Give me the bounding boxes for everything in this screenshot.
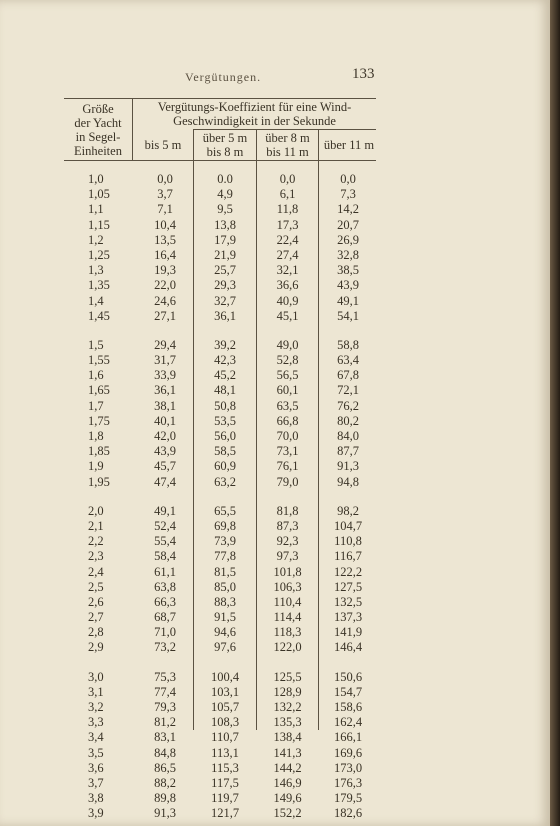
coefficient-cell: 182,6	[333, 806, 363, 821]
coefficient-cell: 65,5	[214, 503, 236, 518]
coefficient-cell: 88,2	[154, 775, 176, 790]
size-header-line-1: Größe	[82, 102, 114, 116]
coefficient-cell: 52,4	[154, 518, 176, 533]
size-cell: 3,2	[88, 700, 104, 714]
coefficient-cell: 122,2	[333, 564, 363, 579]
coefficient-cell: 32,8	[337, 247, 359, 262]
coefficient-cell: 106,3	[273, 579, 302, 594]
size-cell: 1,0	[88, 172, 104, 186]
coefficient-cell: 73,1	[276, 444, 299, 459]
size-cell: 1,65	[88, 383, 110, 398]
group-gap	[257, 656, 318, 670]
coefficient-cell: 135,3	[273, 715, 302, 730]
coefficient-cell: 76,2	[337, 398, 359, 413]
coefficient-cell: 117,5	[211, 775, 239, 790]
size-cell: 1,45	[88, 308, 110, 323]
coefficient-cell: 141,3	[273, 745, 302, 760]
coefficient-cell: 60,1	[276, 383, 299, 398]
coeff-column-5-8m	[194, 172, 256, 822]
coefficient-cell: 113,1	[211, 745, 239, 760]
coefficient-cell: 97,6	[214, 640, 236, 655]
size-header-line-4: Einheiten	[74, 144, 122, 158]
size-cell: 3,7	[88, 775, 104, 790]
size-cell: 1,9	[88, 459, 104, 474]
coeff-column-8-11m	[257, 172, 318, 822]
size-cell: 3,3	[88, 715, 104, 730]
group-gap	[319, 490, 377, 504]
coefficient-cell: 149,6	[273, 791, 302, 806]
group-gap	[319, 656, 377, 670]
coefficient-cell: 173,0	[333, 760, 363, 775]
coefficient-cell: 32,7	[214, 293, 236, 308]
coefficient-cell: 83,1	[154, 730, 176, 745]
coefficient-cell: 38,5	[337, 263, 359, 278]
coefficient-cell: 40,9	[276, 293, 299, 308]
coefficient-cell: 119,7	[211, 791, 239, 806]
coefficient-cell: 115,3	[211, 760, 239, 775]
col-header-5-8m: über 5 m bis 8 m	[202, 131, 248, 159]
coefficient-cell: 6,1	[279, 187, 296, 202]
coefficient-cell: 116,7	[334, 549, 362, 564]
coefficient-cell: 0,0	[279, 172, 296, 186]
coefficient-cell: 17,3	[276, 217, 299, 232]
coefficient-cell: 54,1	[337, 308, 359, 323]
coefficient-cell: 110,8	[334, 534, 362, 549]
coefficient-cell: 94,8	[337, 474, 359, 489]
coefficient-cell: 76,1	[276, 459, 299, 474]
coefficient-cell: 20,7	[337, 217, 359, 232]
size-cell: 3,6	[88, 760, 104, 775]
size-cell: 2,2	[88, 534, 104, 549]
size-header	[64, 102, 132, 158]
coefficient-cell: 13,5	[154, 232, 176, 247]
size-cell: 1,7	[88, 398, 104, 413]
coefficient-cell: 38,1	[154, 398, 176, 413]
coefficient-cell: 103,1	[210, 684, 240, 699]
coefficient-cell: 55,4	[154, 534, 176, 549]
coefficient-cell: 66,8	[276, 413, 299, 428]
coefficient-cell: 40,1	[154, 413, 176, 428]
coefficient-cell: 128,9	[273, 684, 302, 699]
coefficient-cell: 19,3	[154, 263, 176, 278]
coefficient-cell: 88,3	[214, 594, 236, 609]
coefficient-cell: 69,8	[214, 518, 236, 533]
coefficient-cell: 25,7	[214, 263, 236, 278]
coefficient-cell: 49,1	[337, 293, 359, 308]
coefficient-cell: 98,2	[337, 503, 359, 518]
coefficient-cell: 81,5	[214, 564, 236, 579]
coefficient-cell: 22,0	[154, 278, 176, 293]
coefficient-cell: 32,1	[276, 263, 299, 278]
group-gap	[257, 490, 318, 504]
coefficient-cell: 125,5	[273, 669, 302, 684]
coefficient-cell: 13,8	[214, 217, 236, 232]
size-cell: 2,1	[88, 518, 104, 533]
coefficient-cell: 0,0	[157, 172, 173, 186]
coefficient-cell: 26,9	[337, 232, 359, 247]
coefficient-cell: 146,4	[333, 640, 363, 655]
coefficient-cell: 36,1	[154, 383, 176, 398]
coefficient-cell: 24,6	[154, 293, 176, 308]
coefficient-cell: 53,5	[214, 413, 236, 428]
coeff-header	[133, 100, 376, 128]
coefficient-cell: 150,6	[333, 669, 363, 684]
size-cell: 3,5	[88, 745, 104, 760]
coefficient-cell: 56,0	[214, 429, 236, 443]
coefficient-cell: 49,0	[276, 337, 299, 352]
coefficient-cell: 73,2	[154, 640, 176, 655]
coefficient-cell: 14,2	[337, 202, 359, 217]
size-cell: 1,3	[88, 263, 104, 278]
size-column	[88, 172, 132, 822]
coefficient-cell: 84,0	[337, 429, 359, 443]
size-cell: 1,95	[88, 474, 110, 489]
size-cell: 1,75	[88, 413, 110, 428]
coefficient-cell: 154,7	[333, 684, 363, 699]
coefficient-cell: 77,8	[214, 549, 236, 564]
group-gap	[88, 490, 132, 504]
running-head: Vergütungen.	[185, 70, 262, 84]
coefficient-cell: 77,4	[154, 684, 176, 699]
coefficient-cell: 91,5	[214, 610, 236, 625]
col-header-8-11m: über 8 m bis 11 m	[265, 131, 310, 159]
coefficient-cell: 127,5	[333, 579, 363, 594]
size-header-line-2: der Yacht	[74, 116, 122, 130]
coefficient-cell: 56,5	[276, 368, 299, 383]
coefficient-cell: 179,5	[333, 791, 363, 806]
coefficient-cell: 45,1	[276, 308, 299, 323]
coefficient-cell: 43,9	[337, 278, 359, 293]
coefficient-cell: 22,4	[276, 232, 299, 247]
book-spine-edge	[550, 0, 560, 826]
coefficient-cell: 104,7	[333, 518, 363, 533]
group-gap	[135, 490, 195, 504]
size-cell: 1,8	[88, 429, 104, 443]
coefficient-cell: 48,1	[214, 383, 236, 398]
coefficient-cell: 80,2	[337, 413, 359, 428]
coefficient-cell: 94,6	[214, 625, 236, 640]
coefficient-cell: 105,7	[210, 700, 240, 714]
coefficient-cell: 58,4	[154, 549, 176, 564]
coefficient-cell: 169,6	[333, 745, 363, 760]
coefficient-cell: 100,4	[210, 669, 240, 684]
size-cell: 2,7	[88, 610, 104, 625]
coefficient-cell: 87,7	[337, 444, 359, 459]
coefficient-cell: 108,3	[210, 715, 240, 730]
coefficient-cell: 58,5	[214, 444, 236, 459]
coefficient-cell: 17,9	[214, 232, 236, 247]
coefficient-cell: 122,0	[273, 640, 302, 655]
size-cell: 2,3	[88, 549, 104, 564]
table-header-bottom-rule	[64, 160, 376, 161]
size-cell: 1,5	[88, 337, 104, 352]
coefficient-cell: 91,3	[337, 459, 359, 474]
coefficient-cell: 97,3	[276, 549, 299, 564]
coefficient-cell: 47,4	[154, 474, 176, 489]
coefficient-cell: 66,3	[154, 594, 176, 609]
coefficient-cell: 79,0	[276, 474, 299, 489]
size-cell: 3,0	[88, 669, 104, 684]
table-top-rule	[64, 98, 376, 99]
group-gap	[135, 656, 195, 670]
coefficient-cell: 50,8	[214, 398, 236, 413]
coefficient-cell: 63,5	[276, 398, 299, 413]
coefficient-cell: 27,1	[154, 308, 176, 323]
coefficient-cell: 42,3	[214, 353, 236, 368]
coefficient-cell: 86,5	[154, 760, 176, 775]
coefficient-cell: 9,5	[217, 202, 233, 217]
coefficient-cell: 10,4	[154, 217, 176, 232]
size-cell: 3,8	[88, 791, 104, 806]
size-cell: 1,85	[88, 444, 110, 459]
coefficient-cell: 87,3	[276, 518, 299, 533]
coefficient-cell: 110,4	[273, 594, 302, 609]
coefficient-cell: 52,8	[276, 353, 299, 368]
size-cell: 1,55	[88, 353, 110, 368]
coefficient-cell: 63,8	[154, 579, 176, 594]
coefficient-cell: 144,2	[273, 760, 302, 775]
coefficient-cell: 60,9	[214, 459, 236, 474]
coeff-header-line-1: Vergütungs-Koeffizient für eine Wind-	[157, 100, 352, 114]
size-cell: 1,2	[88, 232, 104, 247]
coefficient-cell: 4,9	[217, 187, 233, 202]
coefficient-cell: 81,8	[276, 503, 299, 518]
coefficient-cell: 81,2	[154, 715, 176, 730]
coefficient-cell: 70,0	[276, 429, 299, 443]
group-gap	[194, 656, 256, 670]
coefficient-cell: 42,0	[154, 429, 176, 443]
size-cell: 1,35	[88, 278, 110, 293]
coefficient-cell: 71,0	[154, 625, 176, 640]
size-cell: 1,05	[88, 187, 110, 202]
coefficient-cell: 110,7	[211, 730, 239, 745]
coefficient-cell: 31,7	[154, 353, 176, 368]
coeff-column-ueber-11m	[319, 172, 377, 822]
coefficient-cell: 49,1	[154, 503, 176, 518]
coefficient-cell: 114,4	[273, 610, 302, 625]
coefficient-cell: 162,4	[333, 715, 363, 730]
coefficient-cell: 141,9	[333, 625, 363, 640]
coefficient-cell: 158,6	[333, 700, 363, 714]
group-gap	[194, 324, 256, 338]
group-gap	[257, 324, 318, 338]
coefficient-cell: 79,3	[154, 700, 176, 714]
coefficient-cell: 132,2	[273, 700, 302, 714]
coefficient-cell: 7,1	[157, 202, 173, 217]
coeff-subheader-rule	[193, 129, 376, 130]
size-cell: 2,8	[88, 625, 104, 640]
size-cell: 1,25	[88, 247, 110, 262]
coefficient-cell: 67,8	[337, 368, 359, 383]
group-gap	[319, 324, 377, 338]
coefficient-cell: 43,9	[154, 444, 176, 459]
coefficient-cell: 36,1	[214, 308, 236, 323]
coefficient-cell: 58,8	[337, 337, 359, 352]
coefficient-cell: 138,4	[273, 730, 302, 745]
coefficient-cell: 29,4	[154, 337, 176, 352]
group-gap	[88, 324, 132, 338]
coefficient-cell: 45,2	[214, 368, 236, 383]
col-header-bis-5m: bis 5 m	[144, 138, 182, 152]
size-cell: 2,6	[88, 594, 104, 609]
coefficient-cell: 16,4	[154, 247, 176, 262]
size-cell: 2,0	[88, 503, 104, 518]
group-gap	[88, 656, 132, 670]
size-cell: 1,6	[88, 368, 104, 383]
size-cell: 1,15	[88, 217, 110, 232]
coefficient-cell: 84,8	[154, 745, 176, 760]
coefficient-cell: 132,5	[333, 594, 363, 609]
col-header-ueber-11m: über 11 m	[323, 138, 375, 152]
coefficient-cell: 85,0	[214, 579, 236, 594]
size-cell: 1,1	[88, 202, 104, 217]
coefficient-cell: 61,1	[154, 564, 176, 579]
coefficient-cell: 0,0	[340, 172, 356, 186]
size-header-line-3: in Segel-	[75, 130, 121, 144]
size-cell: 2,4	[88, 564, 104, 579]
coefficient-cell: 29,3	[214, 278, 236, 293]
coefficient-cell: 101,8	[273, 564, 302, 579]
page-number: 133	[352, 66, 375, 82]
coefficient-cell: 92,3	[276, 534, 299, 549]
size-cell: 3,1	[88, 684, 104, 699]
coefficient-cell: 89,8	[154, 791, 176, 806]
coefficient-cell: 63,2	[214, 474, 236, 489]
coefficient-cell: 75,3	[154, 669, 176, 684]
coefficient-cell: 176,3	[333, 775, 363, 790]
group-gap	[135, 324, 195, 338]
size-cell: 3,4	[88, 730, 104, 745]
coefficient-cell: 0.0	[217, 172, 233, 186]
coefficient-cell: 39,2	[214, 337, 236, 352]
coefficient-cell: 7,3	[340, 187, 356, 202]
coefficient-cell: 146,9	[273, 775, 302, 790]
coefficient-cell: 68,7	[154, 610, 176, 625]
coefficient-cell: 73,9	[214, 534, 236, 549]
coefficient-cell: 72,1	[337, 383, 359, 398]
size-cell: 2,9	[88, 640, 104, 655]
coefficient-cell: 121,7	[210, 806, 240, 821]
group-gap	[194, 490, 256, 504]
coefficient-cell: 36,6	[276, 278, 299, 293]
coefficient-cell: 91,3	[154, 806, 176, 821]
coefficient-cell: 27,4	[276, 247, 299, 262]
size-cell: 1,4	[88, 293, 104, 308]
coefficient-cell: 152,2	[273, 806, 302, 821]
coefficient-cell: 33,9	[154, 368, 176, 383]
coefficient-cell: 3,7	[157, 187, 173, 202]
coefficient-cell: 11,8	[276, 202, 299, 217]
coefficient-cell: 137,3	[333, 610, 363, 625]
coefficient-cell: 166,1	[333, 730, 363, 745]
coeff-header-line-2: Geschwindigkeit in der Sekunde	[173, 114, 336, 128]
coefficient-cell: 21,9	[214, 247, 236, 262]
size-cell: 3,9	[88, 806, 104, 821]
coefficient-cell: 118,3	[273, 625, 302, 640]
coefficient-cell: 45,7	[154, 459, 176, 474]
coeff-column-bis-5m	[135, 172, 195, 822]
coefficient-cell: 63,4	[337, 353, 359, 368]
size-cell: 2,5	[88, 579, 104, 594]
